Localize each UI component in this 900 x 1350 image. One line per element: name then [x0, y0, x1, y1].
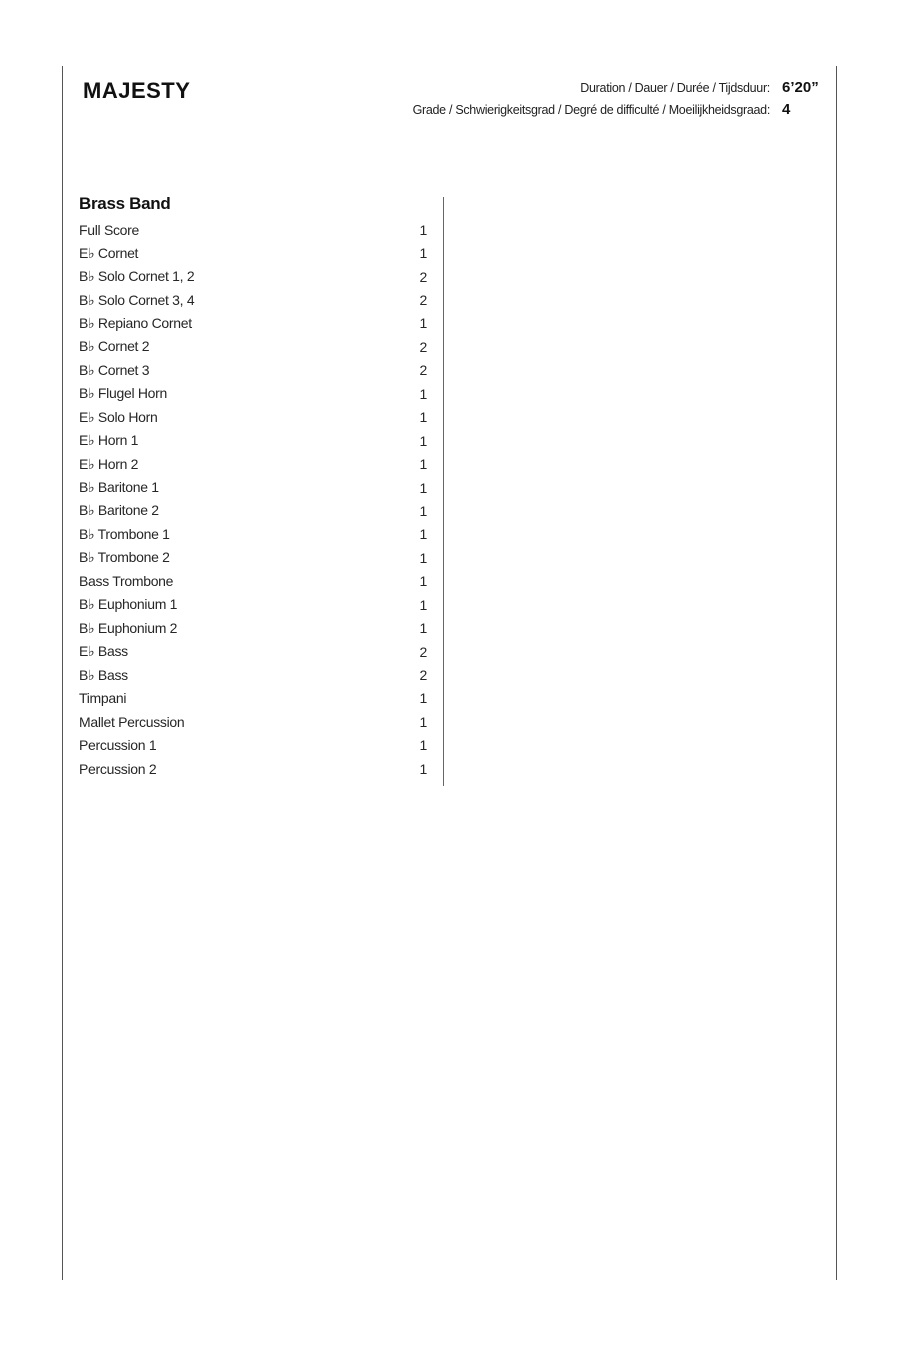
part-quantity: 1	[419, 526, 427, 543]
part-quantity: 2	[419, 643, 427, 660]
parts-list	[79, 218, 427, 781]
part-quantity: 1	[419, 456, 427, 473]
duration-label: Duration / Dauer / Durée / Tijdsduur:	[580, 81, 770, 95]
part-row	[79, 546, 427, 569]
part-name: Mallet Percussion	[79, 713, 185, 730]
part-quantity: 1	[419, 315, 427, 332]
part-quantity: 2	[419, 362, 427, 379]
part-name: B♭ Trombone 1	[79, 525, 170, 542]
part-name: E♭ Cornet	[79, 244, 139, 261]
right-margin-rule	[836, 66, 837, 1280]
part-quantity: 1	[419, 737, 427, 754]
part-row	[79, 429, 427, 452]
part-row	[79, 499, 427, 522]
part-name: B♭ Repiano Cornet	[79, 314, 192, 331]
part-row	[79, 288, 427, 311]
section-heading: Brass Band	[79, 194, 171, 213]
part-quantity: 1	[419, 409, 427, 426]
part-name: E♭ Solo Horn	[79, 408, 158, 425]
part-quantity: 1	[419, 713, 427, 730]
part-name: E♭ Horn 1	[79, 432, 139, 449]
part-name: Timpani	[79, 690, 127, 707]
part-row	[79, 218, 427, 241]
part-quantity: 1	[419, 620, 427, 637]
part-name: Percussion 1	[79, 737, 157, 754]
part-row	[79, 312, 427, 335]
left-margin-rule	[62, 66, 63, 1280]
part-name: Percussion 2	[79, 760, 157, 777]
part-quantity: 2	[419, 292, 427, 309]
part-row	[79, 593, 427, 616]
part-row	[79, 452, 427, 475]
part-row	[79, 616, 427, 639]
part-quantity: 1	[419, 549, 427, 566]
part-quantity: 1	[419, 479, 427, 496]
part-row	[79, 710, 427, 733]
column-divider	[443, 197, 444, 786]
part-row	[79, 241, 427, 264]
part-quantity: 1	[419, 432, 427, 449]
grade-row	[413, 101, 820, 118]
part-quantity: 1	[419, 502, 427, 519]
part-row	[79, 265, 427, 288]
part-name: B♭ Trombone 2	[79, 549, 170, 566]
part-name: B♭ Cornet 2	[79, 338, 150, 355]
part-name: B♭ Cornet 3	[79, 361, 150, 378]
part-quantity: 1	[419, 690, 427, 707]
part-name: B♭ Euphonium 1	[79, 596, 178, 613]
part-row	[79, 734, 427, 757]
grade-label: Grade / Schwierigkeitsgrad / Degré de difficulté / Moeilijkheidsgraad:	[412, 103, 770, 117]
part-row	[79, 757, 427, 780]
part-name: B♭ Solo Cornet 3, 4	[79, 291, 195, 308]
part-row	[79, 406, 427, 429]
duration-row	[580, 79, 820, 96]
part-name: B♭ Flugel Horn	[79, 385, 167, 402]
part-name: Bass Trombone	[79, 573, 174, 590]
grade-value: 4	[782, 101, 791, 118]
part-quantity: 2	[419, 268, 427, 285]
part-quantity: 1	[419, 385, 427, 402]
part-row	[79, 663, 427, 686]
part-row	[79, 476, 427, 499]
part-name: Full Score	[79, 221, 140, 238]
part-quantity: 2	[419, 667, 427, 684]
part-quantity: 1	[419, 573, 427, 590]
part-quantity: 1	[419, 245, 427, 262]
part-quantity: 1	[419, 221, 427, 238]
part-name: B♭ Baritone 1	[79, 479, 159, 496]
part-quantity: 2	[419, 338, 427, 355]
part-name: E♭ Horn 2	[79, 455, 139, 472]
part-row	[79, 335, 427, 358]
part-quantity: 1	[419, 760, 427, 777]
part-name: B♭ Bass	[79, 666, 128, 683]
page-title: MAJESTY	[83, 78, 191, 103]
part-name: B♭ Euphonium 2	[79, 619, 178, 636]
part-quantity: 1	[419, 596, 427, 613]
part-row	[79, 382, 427, 405]
part-name: B♭ Solo Cornet 1, 2	[79, 268, 195, 285]
part-row	[79, 359, 427, 382]
part-row	[79, 570, 427, 593]
duration-value: 6’20”	[782, 79, 819, 96]
part-name: E♭ Bass	[79, 643, 128, 660]
part-row	[79, 640, 427, 663]
part-row	[79, 687, 427, 710]
part-row	[79, 523, 427, 546]
part-name: B♭ Baritone 2	[79, 502, 159, 519]
